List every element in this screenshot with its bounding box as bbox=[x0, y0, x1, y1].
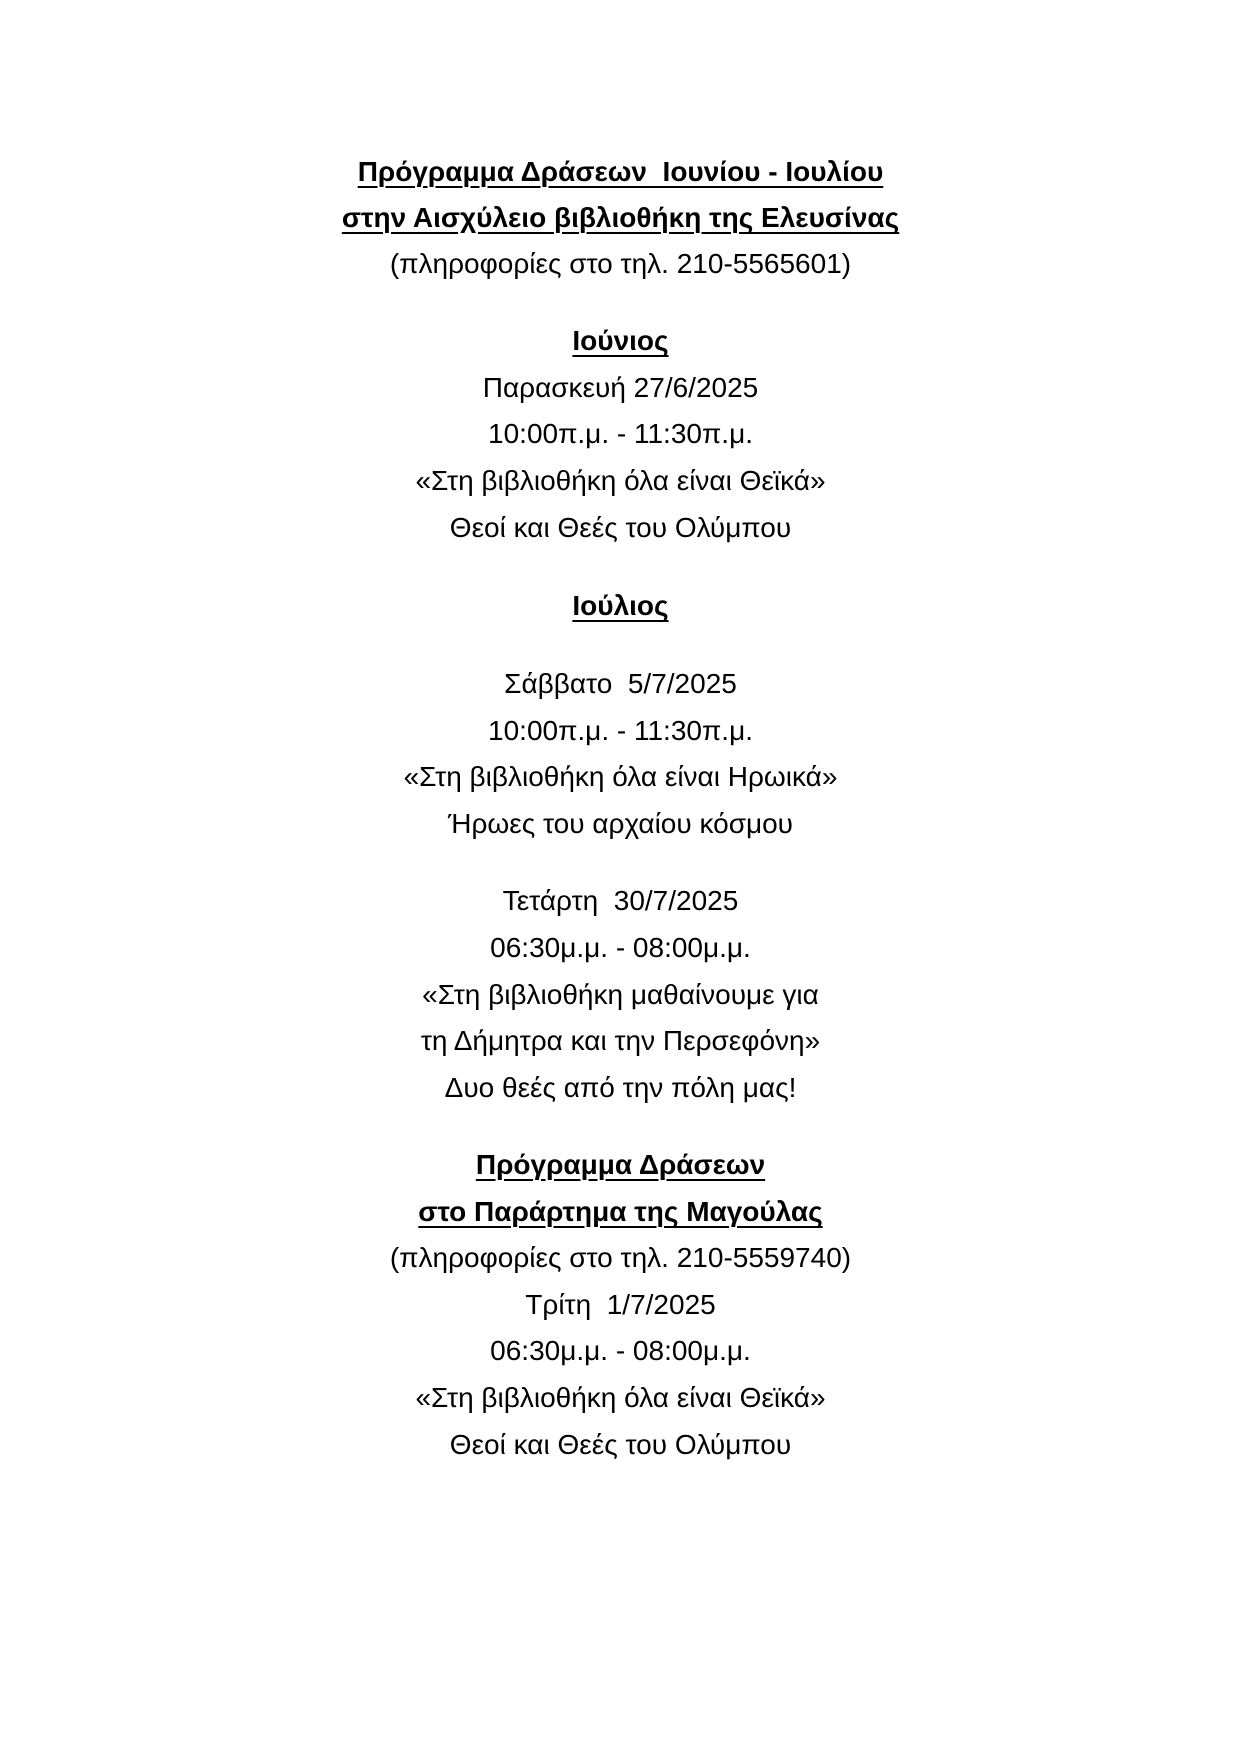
july-event2-subtitle: Δυο θεές από την πόλη μας! bbox=[444, 1072, 797, 1103]
july-event1-date: Σάββατο 5/7/2025 bbox=[504, 668, 737, 699]
june-event-title: «Στη βιβλιοθήκη όλα είναι Θεϊκά» bbox=[415, 465, 826, 496]
branch-title-line1: Πρόγραμμα Δράσεων bbox=[475, 1149, 766, 1180]
june-event-time: 10:00π.μ. - 11:30π.μ. bbox=[488, 418, 753, 449]
july-event2-time: 06:30μ.μ. - 08:00μ.μ. bbox=[490, 932, 751, 963]
july-event2-title-line2: τη Δήμητρα και την Περσεφόνη» bbox=[420, 1025, 821, 1056]
june-event-subtitle: Θεοί και Θεές του Ολύμπου bbox=[449, 512, 792, 543]
branch-event-subtitle: Θεοί και Θεές του Ολύμπου bbox=[449, 1429, 792, 1460]
july-event2-date: Τετάρτη 30/7/2025 bbox=[502, 885, 739, 916]
july-event2-title-line1: «Στη βιβλιοθήκη μαθαίνουμε για bbox=[422, 979, 819, 1010]
branch-event-title: «Στη βιβλιοθήκη όλα είναι Θεϊκά» bbox=[415, 1382, 826, 1413]
branch-event-date: Τρίτη 1/7/2025 bbox=[525, 1289, 716, 1320]
july-event1-subtitle: Ήρωες του αρχαίου κόσμου bbox=[448, 808, 793, 839]
june-heading: Ιούνιος bbox=[572, 325, 669, 356]
contact-info: (πληροφορίες στο τηλ. 210-5565601) bbox=[389, 248, 852, 279]
june-event-date: Παρασκευή 27/6/2025 bbox=[482, 372, 759, 403]
page-title-line2: στην Αισχύλειο βιβλιοθήκη της Ελευσίνας bbox=[341, 202, 900, 233]
branch-event-time: 06:30μ.μ. - 08:00μ.μ. bbox=[490, 1335, 751, 1366]
branch-contact-info: (πληροφορίες στο τηλ. 210-5559740) bbox=[389, 1242, 852, 1273]
page-title-line1: Πρόγραμμα Δράσεων Ιουνίου - Ιουλίου bbox=[357, 156, 884, 187]
july-event1-time: 10:00π.μ. - 11:30π.μ. bbox=[488, 715, 753, 746]
july-event1-title: «Στη βιβλιοθήκη όλα είναι Ηρωικά» bbox=[403, 761, 838, 792]
branch-title-line2: στο Παράρτημα της Μαγούλας bbox=[418, 1196, 823, 1227]
july-heading: Ιούλιος bbox=[572, 590, 669, 621]
